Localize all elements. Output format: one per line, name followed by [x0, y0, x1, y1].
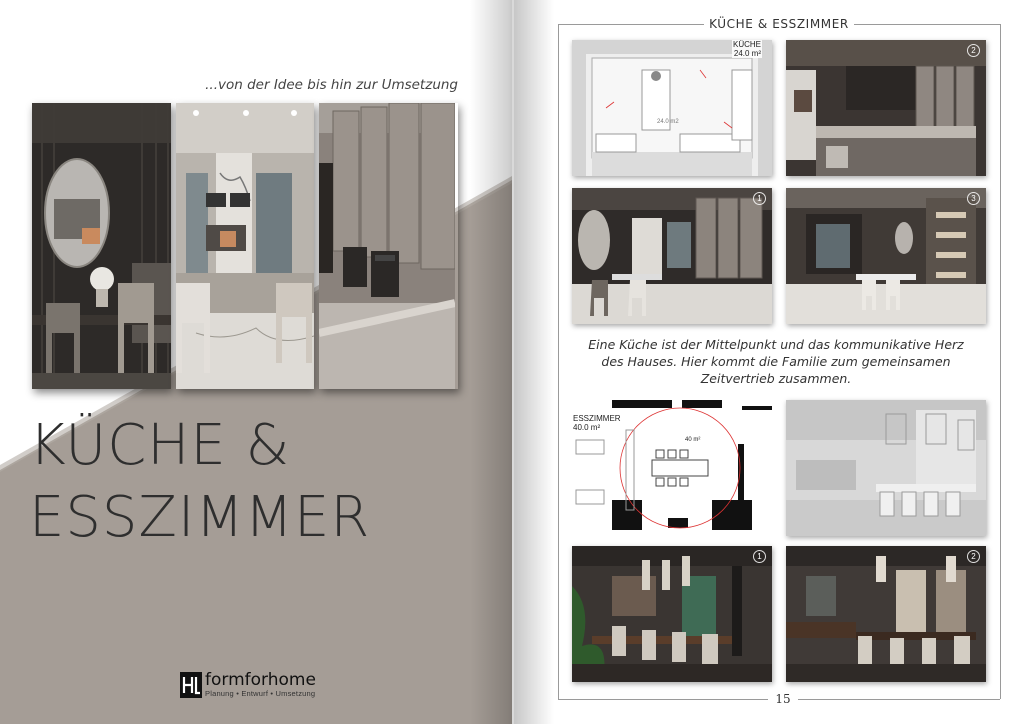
- kitchen-photo-3: [786, 188, 986, 324]
- hero-panel-left: [32, 103, 171, 389]
- dining-sketch-render: [786, 400, 986, 536]
- kitchen-plan-center-area: 24.0 m2: [657, 119, 679, 125]
- photo-number-badge: 3: [967, 192, 980, 205]
- dining-floor-plan: [572, 400, 772, 536]
- title-line-2: ESSZIMMER: [29, 485, 371, 550]
- section-header: KÜCHE & ESSZIMMER: [704, 17, 854, 31]
- photo-number-badge: 2: [967, 44, 980, 57]
- brand-name: formforhome: [205, 670, 316, 690]
- frame-left-line: [558, 24, 559, 699]
- dining-photo-2: [786, 546, 986, 682]
- kitchen-floor-plan: [572, 40, 772, 176]
- photo-number-badge: 2: [967, 550, 980, 563]
- dining-plan-center-area: 40 m²: [685, 437, 701, 443]
- brand-subline: Planung • Entwurf • Umsetzung: [205, 689, 316, 698]
- page-title: [29, 410, 370, 554]
- frame-right-line: [1000, 24, 1001, 699]
- page-number: 15: [768, 692, 798, 706]
- hero-panel-center: [176, 103, 315, 389]
- hero-panel-right: [319, 103, 458, 389]
- brand-logo: [180, 672, 316, 698]
- kitchen-photo-2: [786, 40, 986, 176]
- tagline: ...von der Idee bis hin zur Umsetzung: [205, 77, 458, 93]
- title-line-1: KÜCHE &: [29, 413, 291, 478]
- hero-triptych: [32, 103, 458, 389]
- kitchen-plan-label: KÜCHE 24.0 m²: [733, 40, 762, 58]
- right-page: [514, 0, 1024, 724]
- kitchen-photo-1: [572, 188, 772, 324]
- hl-monogram-icon: [180, 672, 202, 698]
- dining-plan-label: ESSZIMMER 40.0 m²: [573, 414, 621, 432]
- book-spine-shadow-left: [470, 0, 512, 724]
- intro-quote: Eine Küche ist der Mittelpunkt und das kommunikative Herz des Hauses. Hier kommt die Familie zum gemeinsamen Zeitvertrieb zusammen.: [588, 337, 964, 386]
- book-spine-shadow-right: [514, 0, 554, 724]
- photo-number-badge: 1: [753, 550, 766, 563]
- photo-number-badge: 1: [753, 192, 766, 205]
- dining-photo-1: [572, 546, 772, 682]
